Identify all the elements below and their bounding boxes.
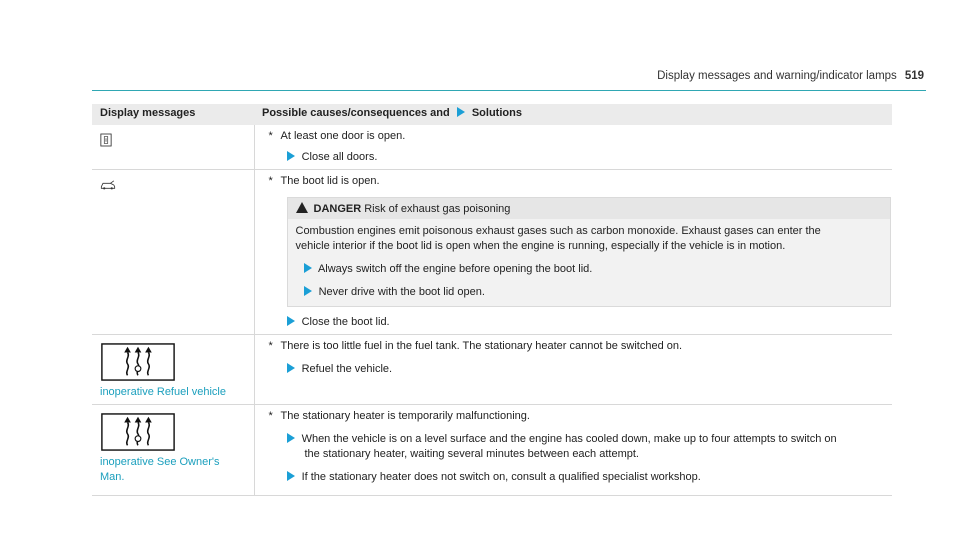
action-text-continued: the stationary heater, waiting several minutes between each attempt. xyxy=(304,448,639,460)
display-cell xyxy=(92,405,254,496)
danger-heading xyxy=(288,198,890,219)
cause-item: * There is too little fuel in the fuel tank. The stationary heater cannot be switched on. xyxy=(268,340,683,352)
danger-action-item xyxy=(296,262,882,277)
action-item xyxy=(263,432,885,462)
arrow-icon xyxy=(287,363,295,373)
cause-item: * The boot lid is open. xyxy=(268,175,380,187)
danger-action-text: Never drive with the boot lid open. xyxy=(318,286,485,298)
arrow-icon xyxy=(287,151,295,161)
cause-cell xyxy=(254,405,892,496)
page-number: 519 xyxy=(904,70,924,82)
display-message-text: inoperative See Owner's xyxy=(100,456,220,468)
stationary-heater-icon xyxy=(100,343,176,381)
action-item xyxy=(263,150,885,165)
cause-text: At least one door is open. xyxy=(280,130,406,142)
action-item xyxy=(263,362,885,377)
cause-cell xyxy=(254,335,892,405)
table-row xyxy=(92,125,892,170)
danger-label: DANGER xyxy=(313,203,362,215)
display-messages-table xyxy=(92,104,892,496)
col-header-causes xyxy=(254,104,892,125)
action-text: Refuel the vehicle. xyxy=(301,363,393,375)
page-header xyxy=(657,70,924,82)
danger-warning-box xyxy=(287,197,891,307)
action-item xyxy=(263,470,885,485)
danger-body xyxy=(288,219,890,306)
action-text: When the vehicle is on a level surface and the engine has cooled down, make up to four attempts to switch on xyxy=(301,433,837,445)
table-header-row xyxy=(92,104,892,125)
display-message-text: Man. xyxy=(100,471,125,483)
cause-cell xyxy=(254,125,892,170)
table-row xyxy=(92,170,892,335)
action-text: Close the boot lid. xyxy=(301,316,390,328)
danger-action-item xyxy=(296,285,882,300)
boot-lid-open-icon xyxy=(100,180,116,190)
danger-text-line: Combustion engines emit poisonous exhaust gases such as carbon monoxide. Exhaust gases can enter the xyxy=(295,225,821,237)
stationary-heater-icon xyxy=(100,413,176,451)
display-cell xyxy=(92,125,254,170)
cause-text: There is too little fuel in the fuel tank. The stationary heater cannot be switched on. xyxy=(280,340,683,352)
display-message-text: inoperative Refuel vehicle xyxy=(100,386,226,398)
arrow-icon xyxy=(287,433,295,443)
warning-triangle-icon xyxy=(296,202,308,213)
header-rule xyxy=(92,90,926,91)
cause-text: The stationary heater is temporarily malfunctioning. xyxy=(280,410,530,422)
action-text: If the stationary heater does not switch on, consult a qualified specialist workshop. xyxy=(301,471,701,483)
cause-cell xyxy=(254,170,892,335)
arrow-icon xyxy=(304,263,312,273)
arrow-icon xyxy=(304,286,312,296)
danger-action-text: Always switch off the engine before opening the boot lid. xyxy=(317,263,593,275)
col-header-display-messages: Display messages xyxy=(92,104,254,125)
col-header-causes-label: Possible causes/consequences and xyxy=(262,107,450,119)
arrow-icon xyxy=(287,471,295,481)
action-text: Close all doors. xyxy=(301,151,378,163)
arrow-icon xyxy=(457,107,465,117)
arrow-icon xyxy=(287,316,295,326)
danger-text-line: vehicle interior if the boot lid is open when the engine is running, especially if the vehicle is in motion. xyxy=(295,240,786,252)
cause-text: The boot lid is open. xyxy=(280,175,380,187)
door-open-icon xyxy=(100,133,112,147)
cause-item: * At least one door is open. xyxy=(268,130,406,142)
display-cell xyxy=(92,170,254,335)
display-cell xyxy=(92,335,254,405)
cause-item: * The stationary heater is temporarily malfunctioning. xyxy=(268,410,530,422)
table-row xyxy=(92,335,892,405)
col-header-solutions-label: Solutions xyxy=(471,107,522,119)
danger-title: Risk of exhaust gas poisoning xyxy=(364,203,511,215)
action-item xyxy=(263,315,885,330)
section-title: Display messages and warning/indicator lamps xyxy=(657,70,897,82)
table-row xyxy=(92,405,892,496)
